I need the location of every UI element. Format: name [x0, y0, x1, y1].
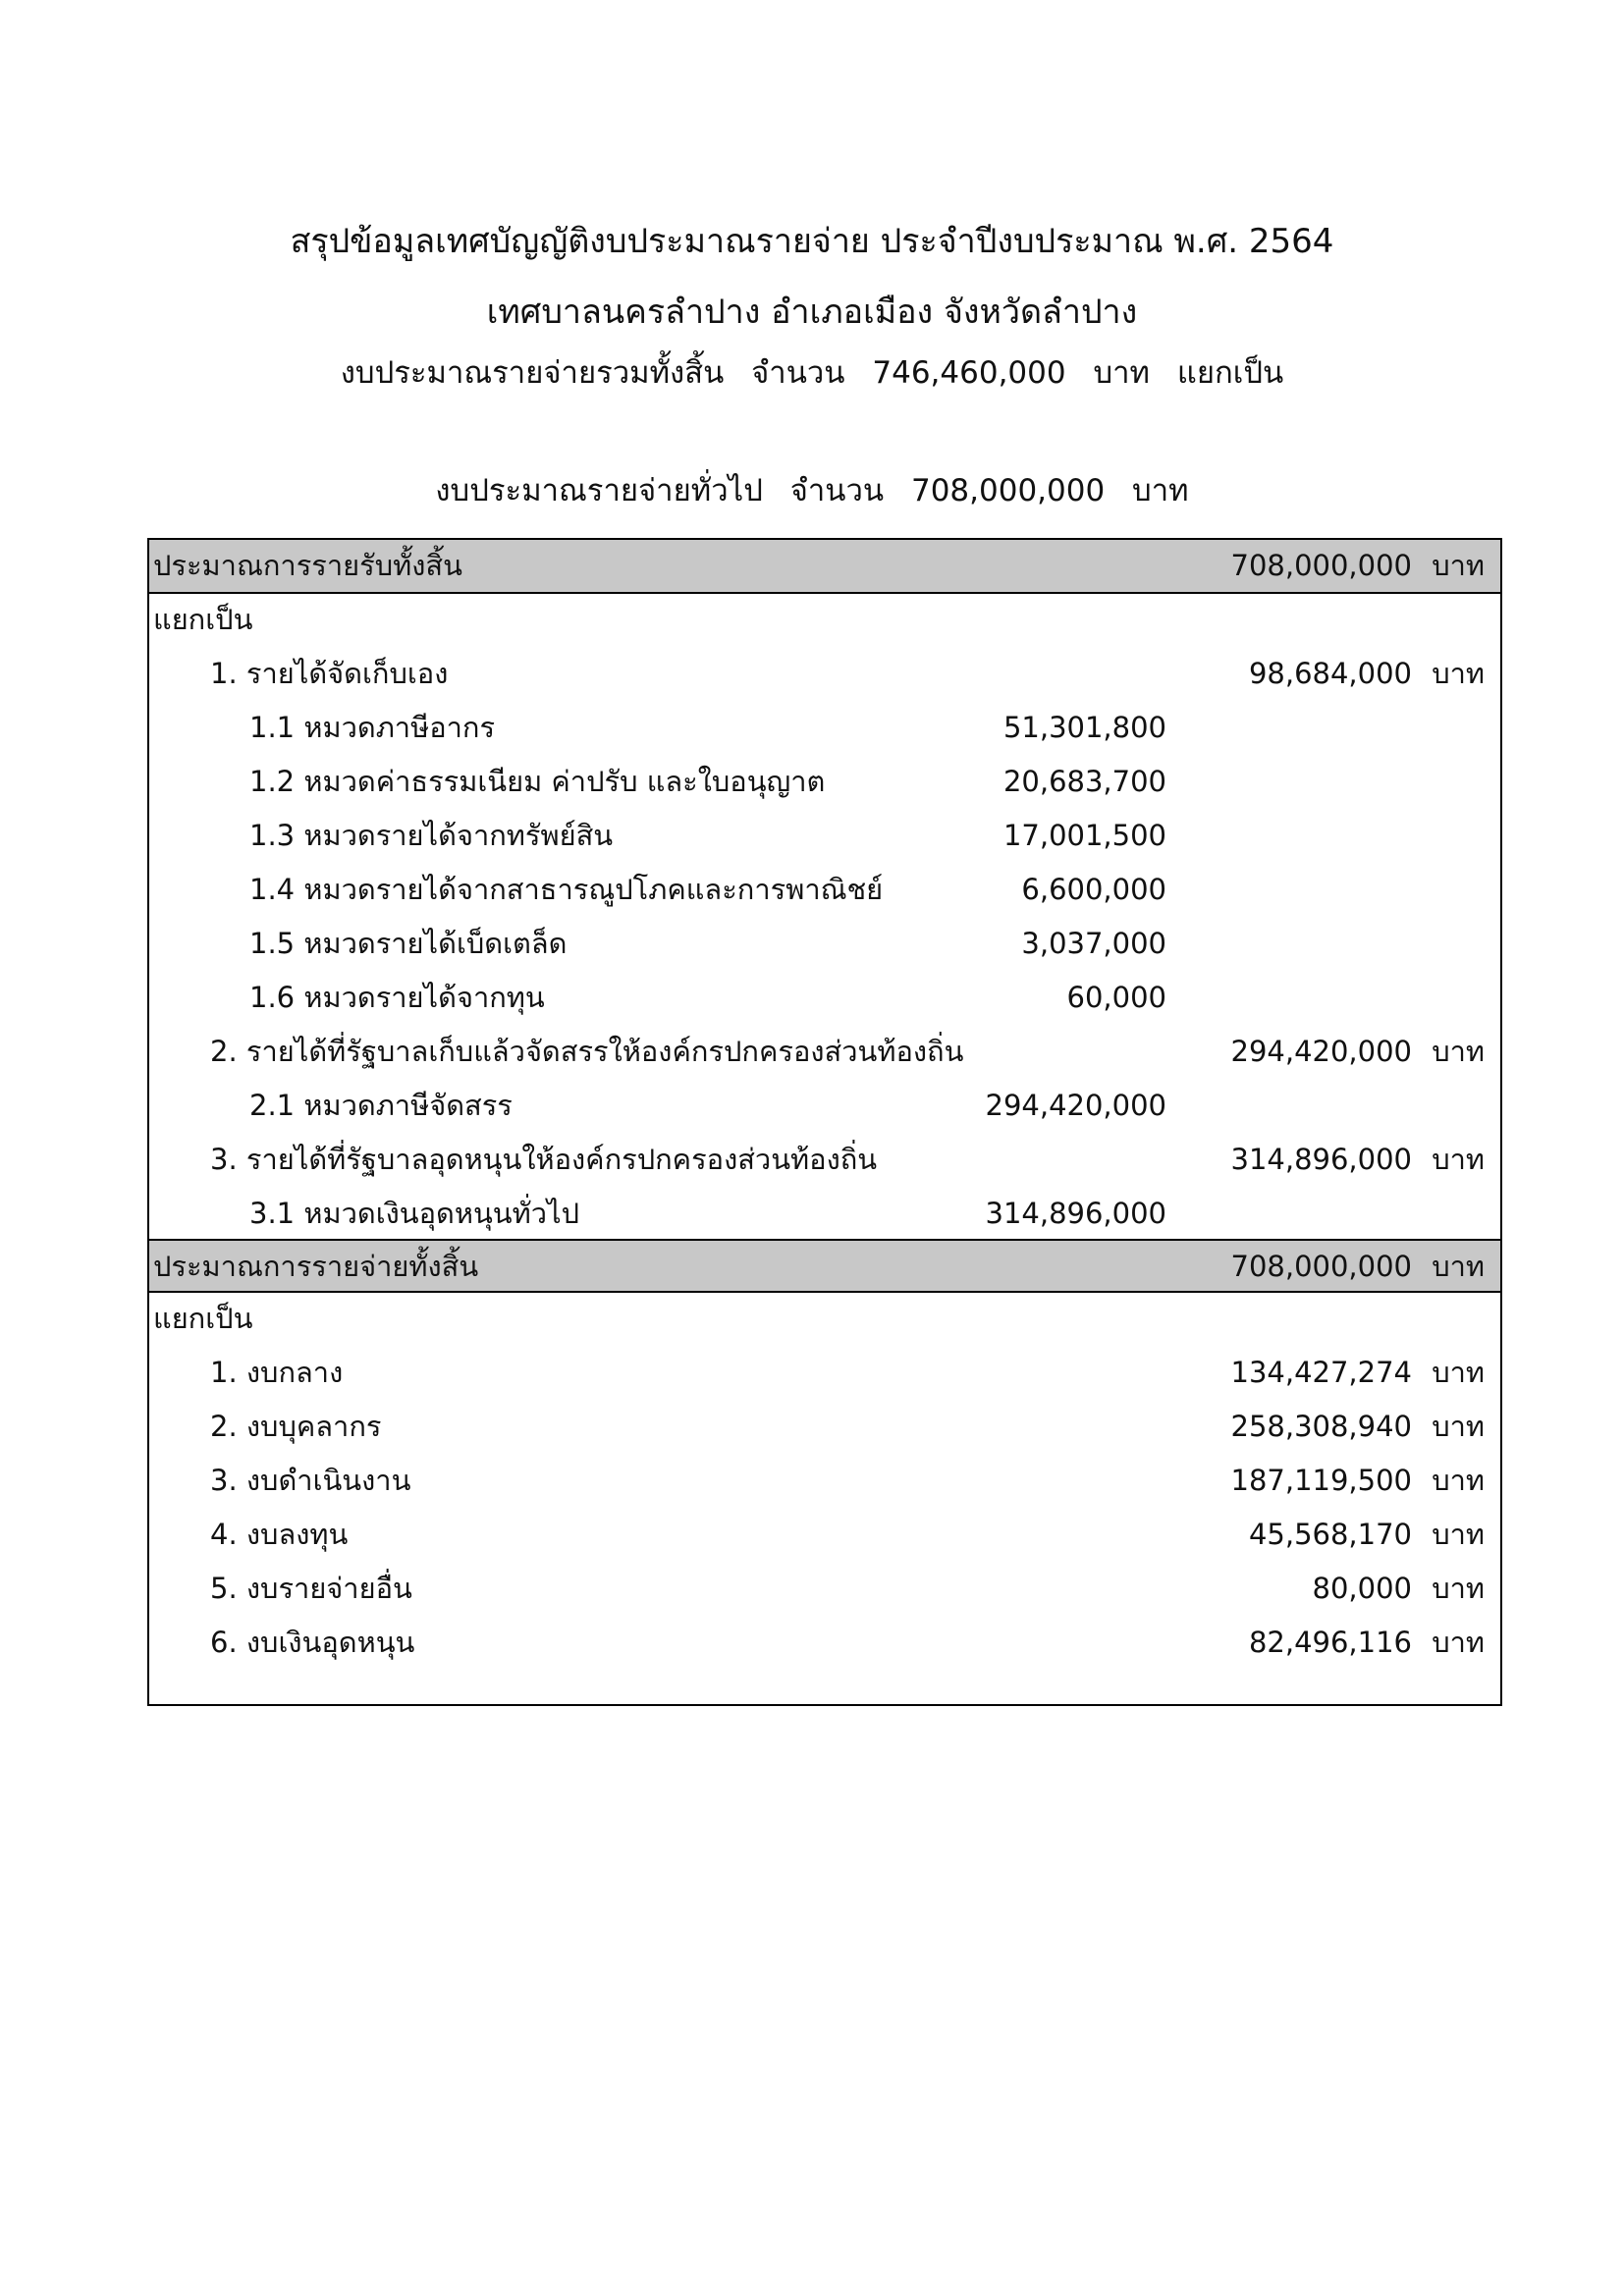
expense-total: 708,000,000	[1230, 1250, 1412, 1283]
income-group-unit: บาท	[1432, 1035, 1485, 1068]
expense-item-label: 6. งบเงินอุดหนุน	[210, 1626, 415, 1659]
organization-name: เทศบาลนครลำปาง อำเภอเมือง จังหวัดลำปาง	[486, 293, 1138, 332]
income-item-value: 20,683,700	[1002, 765, 1166, 798]
expense-item-row	[149, 1617, 1500, 1671]
general-budget-unit: บาท	[1132, 473, 1189, 508]
income-item-value: 6,600,000	[1021, 873, 1166, 906]
income-group-row	[149, 1134, 1500, 1188]
income-item-label: 1.2 หมวดค่าธรรมเนียม ค่าปรับ และใบอนุญาต	[249, 765, 826, 798]
income-group-total: 294,420,000	[1230, 1035, 1412, 1068]
income-item-label: 3.1 หมวดเงินอุดหนุนทั่วไป	[249, 1197, 579, 1230]
income-item-label: 2.1 หมวดภาษีจัดสรร	[249, 1089, 513, 1122]
document-title: สรุปข้อมูลเทศบัญญัติงบประมาณรายจ่าย ประจำปีงบประมาณ พ.ศ. 2564	[290, 222, 1334, 261]
expense-item-unit: บาท	[1432, 1626, 1485, 1659]
grand-total-label: งบประมาณรายจ่ายรวมทั้งสิ้น	[340, 355, 725, 391]
expense-item-row	[149, 1509, 1500, 1563]
expense-item-value: 187,119,500	[1230, 1464, 1412, 1497]
income-item-row	[149, 972, 1500, 1026]
income-item-row	[149, 756, 1500, 810]
expense-item-value: 134,427,274	[1230, 1356, 1412, 1389]
expense-header-row	[149, 1239, 1500, 1293]
expense-item-value: 45,568,170	[1248, 1518, 1412, 1551]
expense-item-unit: บาท	[1432, 1518, 1485, 1551]
income-group-unit: บาท	[1432, 657, 1485, 690]
income-header-row	[149, 540, 1500, 594]
grand-total-value: 746,460,000	[872, 355, 1066, 391]
expense-item-label: 5. งบรายจ่ายอื่น	[210, 1572, 412, 1605]
expense-item-value: 80,000	[1312, 1572, 1412, 1605]
income-item-row	[149, 1188, 1500, 1242]
expense-item-unit: บาท	[1432, 1410, 1485, 1443]
income-item-value: 3,037,000	[1021, 927, 1166, 960]
general-budget-value: 708,000,000	[910, 473, 1106, 508]
expense-item-value: 82,496,116	[1248, 1626, 1412, 1659]
grand-total-unit: บาท	[1093, 355, 1150, 391]
split-word: แยกเป็น	[1176, 355, 1284, 391]
income-split-label: แยกเป็น	[153, 603, 253, 636]
income-item-value: 314,896,000	[985, 1197, 1166, 1230]
income-item-row	[149, 918, 1500, 972]
income-title: ประมาณการรายรับทั้งสิ้น	[153, 549, 462, 582]
income-group-label: 2. รายได้ที่รัฐบาลเก็บแล้วจัดสรรให้องค์กรปกครองส่วนท้องถิ่น	[210, 1035, 964, 1068]
general-budget-label: งบประมาณรายจ่ายทั่วไป	[435, 473, 763, 508]
expense-item-label: 1. งบกลาง	[210, 1356, 344, 1389]
expense-item-value: 258,308,940	[1230, 1410, 1412, 1443]
expense-item-label: 2. งบบุคลากร	[210, 1410, 382, 1443]
expense-item-row	[149, 1563, 1500, 1617]
amount-word: จำนวน	[751, 355, 845, 391]
expense-item-unit: บาท	[1432, 1572, 1485, 1605]
expense-split-row	[149, 1293, 1500, 1347]
income-group-row	[149, 648, 1500, 702]
income-item-value: 294,420,000	[985, 1089, 1166, 1122]
income-group-total: 314,896,000	[1230, 1143, 1412, 1176]
general-budget-line	[0, 465, 1624, 514]
expense-item-unit: บาท	[1432, 1464, 1485, 1497]
expense-title: ประมาณการรายจ่ายทั้งสิ้น	[153, 1250, 479, 1283]
expense-item-row	[149, 1455, 1500, 1509]
income-item-label: 1.1 หมวดภาษีอากร	[249, 711, 496, 744]
income-item-value: 51,301,800	[1002, 711, 1166, 744]
income-item-label: 1.5 หมวดรายได้เบ็ดเตล็ด	[249, 927, 568, 960]
income-group-label: 3. รายได้ที่รัฐบาลอุดหนุนให้องค์กรปกครองส่วนท้องถิ่น	[210, 1143, 878, 1176]
income-group-row	[149, 1026, 1500, 1080]
expense-item-row	[149, 1347, 1500, 1401]
income-group-label: 1. รายได้จัดเก็บเอง	[210, 657, 449, 690]
income-item-row	[149, 1080, 1500, 1134]
expense-item-row	[149, 1401, 1500, 1455]
income-group-unit: บาท	[1432, 1143, 1485, 1176]
budget-table	[147, 538, 1502, 1706]
expense-item-unit: บาท	[1432, 1356, 1485, 1389]
income-item-label: 1.6 หมวดรายได้จากทุน	[249, 981, 545, 1014]
income-unit: บาท	[1432, 549, 1485, 582]
income-item-value: 17,001,500	[1002, 819, 1166, 852]
income-group-total: 98,684,000	[1248, 657, 1412, 690]
income-item-label: 1.3 หมวดรายได้จากทรัพย์สิน	[249, 819, 614, 852]
expense-item-label: 3. งบดำเนินงาน	[210, 1464, 411, 1497]
general-amount-word: จำนวน	[789, 473, 885, 508]
income-split-row	[149, 594, 1500, 648]
expense-split-label: แยกเป็น	[153, 1302, 253, 1335]
income-item-row	[149, 702, 1500, 756]
grand-total-line	[0, 347, 1624, 397]
income-item-row	[149, 864, 1500, 918]
income-total: 708,000,000	[1230, 549, 1412, 582]
income-item-value: 60,000	[1066, 981, 1166, 1014]
expense-item-label: 4. งบลงทุน	[210, 1518, 349, 1551]
income-item-row	[149, 810, 1500, 864]
income-item-label: 1.4 หมวดรายได้จากสาธารณูปโภคและการพาณิชย์	[249, 873, 884, 906]
expense-unit: บาท	[1432, 1250, 1485, 1283]
